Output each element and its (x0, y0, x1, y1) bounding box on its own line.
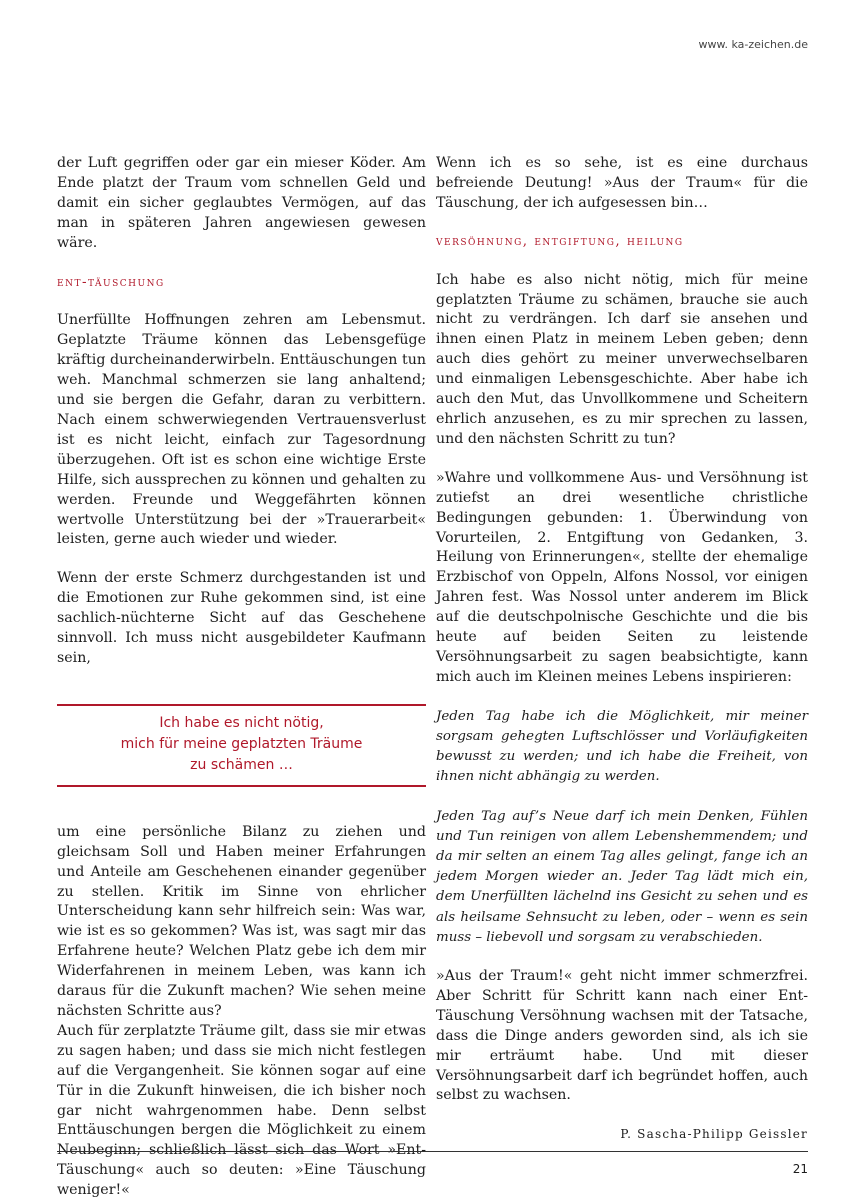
paragraph: Wenn ich es so sehe, ist es eine durchaus befreiende Deutung! »Aus der Traum« für die Täuschung, der ich aufgesessen bin… (436, 155, 808, 211)
italic-paragraph: Jeden Tag auf’s Neue darf ich mein Denken, Fühlen und Tun reinigen von allem Lebenshemmendem; und da mir selten an einem Tag alles gelingt, fange ich an jedem Morgen wieder an. Jeder Tag lädt mich ein, dem Unerfüllten lächelnd ins Gesicht zu sehen und es als heilsame Sehnsucht zu leben, oder – wenn es sein muss – liebevoll und sorgsam zu verabschieden. (436, 808, 808, 945)
paragraph: der Luft gegriffen oder gar ein mieser Köder. Am Ende platzt der Traum vom schnellen Geld und damit ein sicher geglaubtes Vermögen, auf das man in späteren Jahren angewiesen gewesen wäre. (57, 155, 426, 251)
footer-rule (57, 1151, 808, 1152)
page-number: 21 (792, 1162, 808, 1176)
pull-quote-line: zu schämen … (190, 756, 293, 773)
paragraph: »Wahre und vollkommene Aus- und Versöhnung ist zutiefst an drei wesentliche christliche Bedingungen gebunden: 1. Überwindung von Vorurteilen, 2. Entgiftung von Gedanken, 3. Heilung von Erinnerungen«, stellte der ehemalige Erzbischof von Oppeln, Alfons Nossol, vor einigen Jahren fest. Was Nossol unter anderem im Blick auf die deutschpolnische Geschichte und die bis heute auf beiden Seiten zu leistende Versöhnungsarbeit zu sagen beabsichtigte, kann mich auch im Kleinen meines Lebens inspirieren: (436, 469, 808, 685)
paragraph: um eine persönliche Bilanz zu ziehen und gleichsam Soll und Haben meiner Erfahrungen und Anteile am Geschehenen einander gegenüber zu stellen. Kritik im Sinne von ehrlicher Unterscheidung kann sehr hilfreich sein: Was war, wie ist es so gekommen? Was ist, was sagt mir das Erfahrene heute? Welchen Platz gebe ich dem mir Widerfahrenen in meinem Leben, was kann ich daraus für die Zukunft machen? Wie sehen meine nächsten Schritte aus? (57, 823, 426, 1019)
paragraph: Wenn der erste Schmerz durchgestanden ist und die Emotionen zur Ruhe gekommen sind, ist eine sachlich-nüchterne Sicht auf das Geschehene sinnvoll. Ich muss nicht ausgebildeter Kaufmann sein, (57, 570, 426, 666)
pull-quote-line: Ich habe es nicht nötig, (159, 714, 324, 731)
pull-quote-line: mich für meine geplatzten Träume (120, 735, 363, 752)
paragraph: Unerfüllte Hoffnungen zehren am Lebensmut. Geplatzte Träume können das Lebensgefüge kräftig durcheinanderwirbeln. Enttäuschungen tun weh. Manchmal schmerzen sie lang anhaltend; und sie bergen die Gefahr, daran zu verbittern. Nach einem schwerwiegenden Vertrauensverlust ist es nicht leicht, einfach zur Tagesordnung überzugehen. Oft ist es schon eine wichtige Erste Hilfe, sich aussprechen zu können und gehalten zu werden. Freunde und Weggefährten können wertvolle Unterstützung bei der »Trauerarbeit« leisten, gerne auch wieder und wieder. (57, 312, 426, 548)
site-url: www. ka-zeichen.de (698, 38, 808, 51)
paragraph: »Aus der Traum!« geht nicht immer schmerzfrei. Aber Schritt für Schritt kann nach einer Ent-Täuschung Versöhnung wachsen mit der Tatsache, dass die Dinge anders geworden sind, als ich sie mir erträumt habe. Und mit dieser Versöhnungsarbeit darf ich begründet hoffen, auch selbst zu wachsen. (436, 967, 808, 1104)
italic-paragraph: Jeden Tag habe ich die Möglichkeit, mir meiner sorgsam gehegten Luftschlösser und Vorläufigkeiten bewusst zu werden; und ich habe die Freiheit, von ihnen nicht abhängig zu werden. (436, 708, 808, 785)
paragraph: Auch für zerplatzte Träume gilt, dass sie mir etwas zu sagen haben; und dass sie mich nicht festlegen auf die Vergangenheit. Sie können sogar auf eine Tür in die Zukunft hinweisen, die ich bisher noch gar nicht wahrgenommen habe. Denn selbst Enttäuschungen bergen die Möglichkeit zu einem Neubeginn; schließlich lässt sich das Wort »Ent-Täuschung« auch so deuten: »Eine Täuschung weniger!« (57, 1022, 426, 1199)
author-signature: P. Sascha-Philipp Geissler (620, 1127, 808, 1142)
section-heading: ent-täuschung (57, 273, 165, 290)
section-heading: versöhnung, entgiftung, heilung (436, 232, 684, 249)
left-column (57, 154, 426, 1201)
right-column (436, 154, 808, 1145)
paragraph: Ich habe es also nicht nötig, mich für meine geplatzten Träume zu schämen, brauche sie auch nicht zu verdrängen. Ich darf sie ansehen und ihnen einen Platz in meinem Leben geben; denn auch dies gehört zu meiner unverwechselbaren und einmaligen Lebensgeschichte. Aber habe ich auch den Mut, das Unvollkommene und Scheitern ehrlich anzusehen, es zu mir sprechen zu lassen, und den nächsten Schritt zu tun? (436, 271, 808, 447)
pull-quote (57, 704, 426, 787)
